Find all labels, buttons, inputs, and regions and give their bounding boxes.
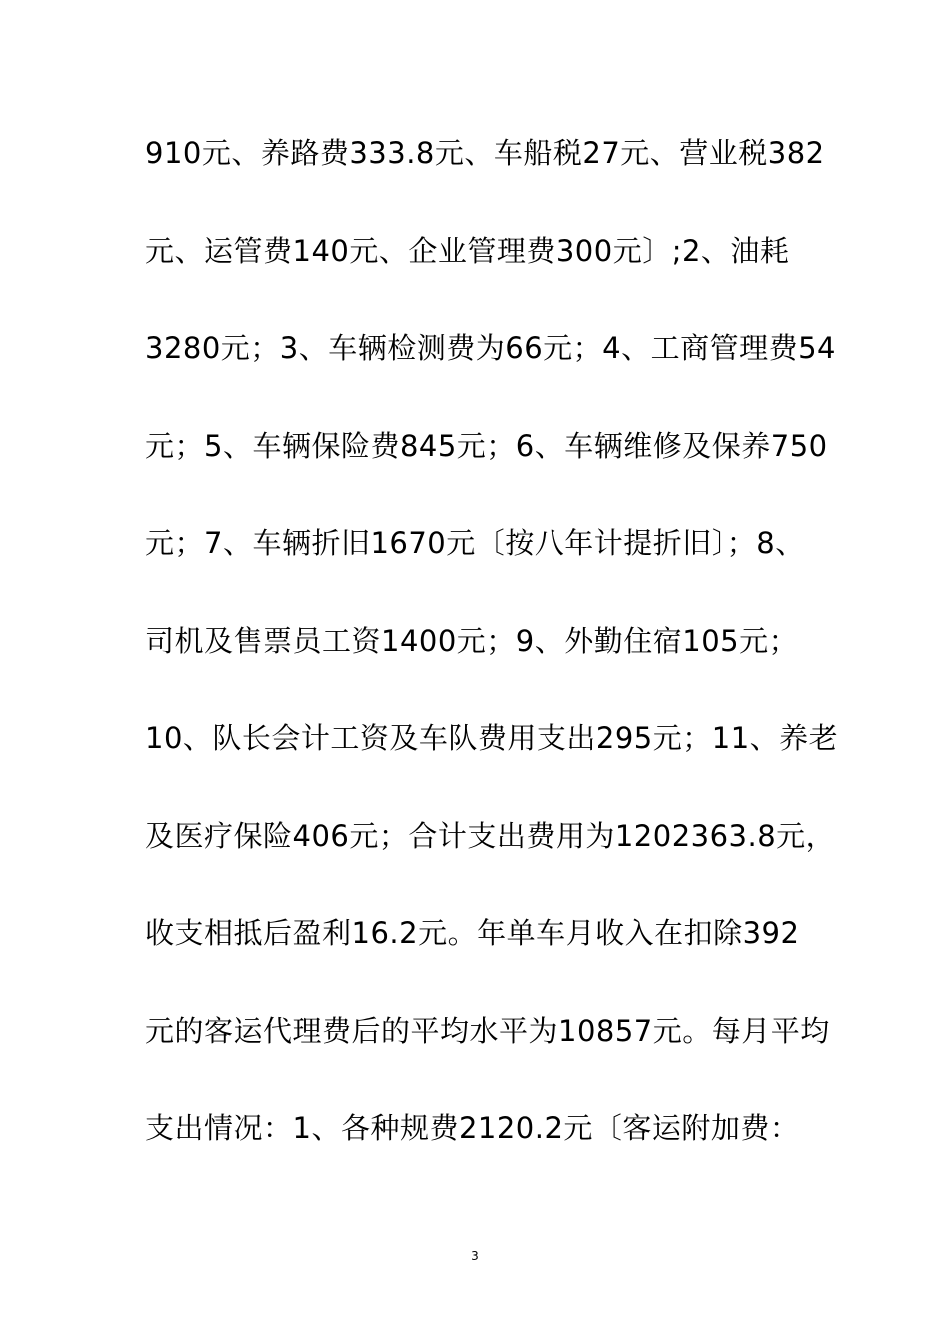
text-line-11: 支出情况：1、各种规费2120.2元〔客运附加费： <box>145 1111 800 1145</box>
text-line-4: 元；5、车辆保险费845元；6、车辆维修及保养750 <box>145 428 828 463</box>
page-number: 3 <box>471 1249 479 1263</box>
text-line-10: 元的客运代理费后的平均水平为10857元。每月平均 <box>145 1013 830 1048</box>
text-line-7: 10、队长会计工资及车队费用支出295元；11、养老 <box>145 721 839 755</box>
text-line-2: 元、运管费140元、企业管理费300元〕;2、油耗 <box>145 233 790 268</box>
text-line-6: 司机及售票员工资1400元；9、外勤住宿105元； <box>145 623 799 658</box>
text-line-9: 收支相抵后盈利16.2元。年单车月收入在扣除392 <box>145 916 800 950</box>
text-line-8: 及医疗保险406元；合计支出费用为1202363.8元， <box>145 818 836 853</box>
text-line-3: 3280元；3、车辆检测费为66元；4、工商管理费54 <box>145 331 837 365</box>
text-line-5: 元；7、车辆折旧1670元〔按八年计提折旧〕；8、 <box>145 526 805 560</box>
body-paragraph <box>145 128 839 1201</box>
text-line-1: 910元、养路费333.8元、车船税27元、营业税382 <box>145 136 825 170</box>
